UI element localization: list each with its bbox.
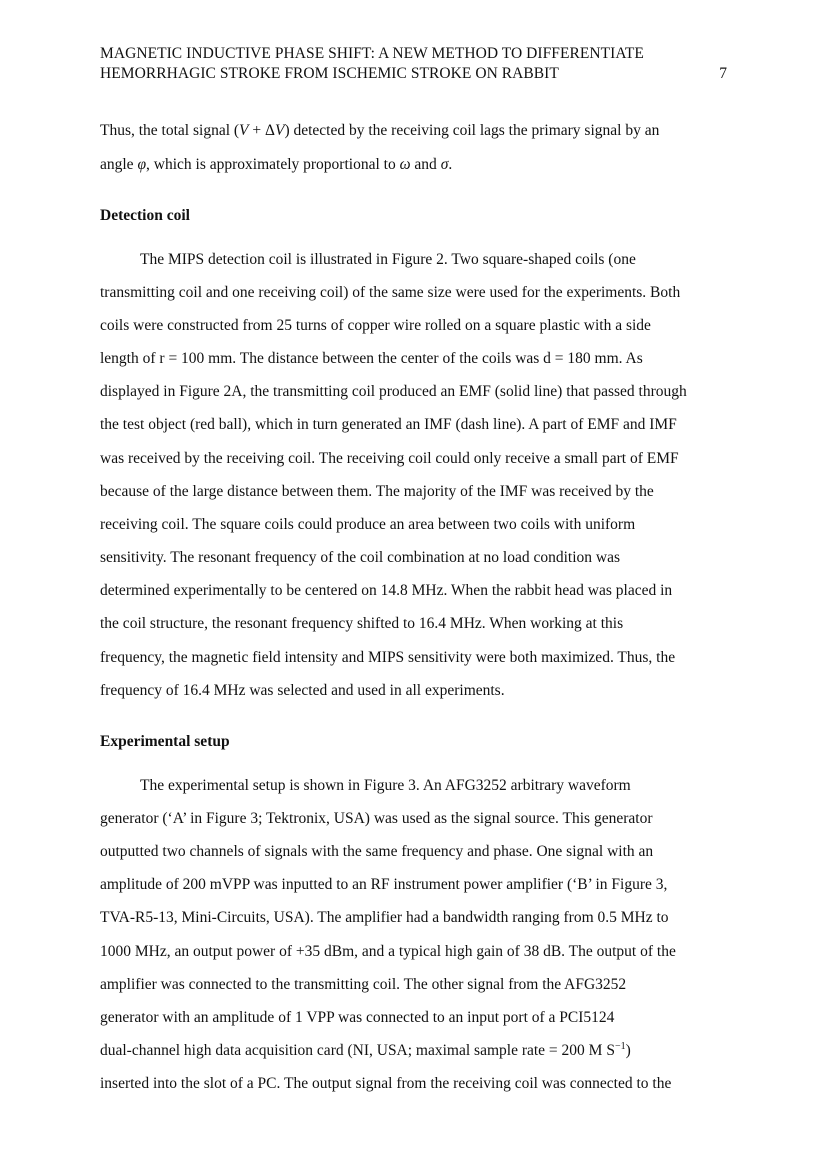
math-symbol: σ <box>440 156 449 173</box>
paragraph-line: generator with an amplitude of 1 VPP was connected to an input port of a PCI5124 <box>100 1009 615 1026</box>
paragraph-line: generator (‘A’ in Figure 3; Tektronix, USA) was used as the signal source. This generator <box>100 810 653 827</box>
paragraph-line: receiving coil. The square coils could produce an area between two coils with uniform <box>100 516 636 533</box>
paragraph-line: the coil structure, the resonant frequency shifted to 16.4 MHz. When working at this <box>100 615 624 632</box>
text-run: . <box>448 156 453 173</box>
text-run: ) <box>625 1042 631 1059</box>
paragraph-line: frequency, the magnetic field intensity and MIPS sensitivity were both maximized. Thus, the <box>100 649 676 666</box>
paragraph-line: outputted two channels of signals with the same frequency and phase. One signal with an <box>100 843 654 860</box>
text-run: dual-channel high data acquisition card (NI, USA; maximal sample rate = 200 M S <box>100 1042 615 1059</box>
paragraph-line <box>100 121 659 141</box>
paragraph-line: because of the large distance between them. The majority of the IMF was received by the <box>100 483 654 500</box>
running-head-line-2: HEMORRHAGIC STROKE FROM ISCHEMIC STROKE ON RABBIT <box>100 65 559 82</box>
page-number: 7 <box>719 65 727 82</box>
paragraph-line: determined experimentally to be centered on 14.8 MHz. When the rabbit head was placed in <box>100 582 673 599</box>
paragraph-line: TVA-R5-13, Mini-Circuits, USA). The amplifier had a bandwidth ranging from 0.5 MHz to <box>100 909 669 926</box>
math-symbol: ω <box>399 156 411 173</box>
paragraph-line: displayed in Figure 2A, the transmitting coil produced an EMF (solid line) that passed through <box>100 383 687 400</box>
paragraph-line: The MIPS detection coil is illustrated in Figure 2. Two square-shaped coils (one <box>140 251 636 268</box>
paragraph-line <box>100 155 452 175</box>
paragraph-line: transmitting coil and one receiving coil) of the same size were used for the experiments. Both <box>100 284 681 301</box>
paragraph-line: 1000 MHz, an output power of +35 dBm, and a typical high gain of 38 dB. The output of the <box>100 943 676 960</box>
text-run: and <box>410 156 441 173</box>
math-symbol: V <box>274 122 285 139</box>
running-head-line-1: MAGNETIC INDUCTIVE PHASE SHIFT: A NEW METHOD TO DIFFERENTIATE <box>100 45 644 62</box>
section-heading-experimental-setup: Experimental setup <box>100 733 230 750</box>
paragraph-line: coils were constructed from 25 turns of copper wire rolled on a square plastic with a side <box>100 317 651 334</box>
paragraph-line: amplifier was connected to the transmitting coil. The other signal from the AFG3252 <box>100 976 627 993</box>
paragraph-line: frequency of 16.4 MHz was selected and used in all experiments. <box>100 682 505 699</box>
section-heading-detection-coil: Detection coil <box>100 207 190 224</box>
paragraph-line: the test object (red ball), which in turn generated an IMF (dash line). A part of EMF and IMF <box>100 416 677 433</box>
math-symbol: φ <box>137 156 147 173</box>
text-run: , which is approximately proportional to <box>146 156 400 173</box>
paragraph-line: amplitude of 200 mVPP was inputted to an RF instrument power amplifier (‘B’ in Figure 3, <box>100 876 668 893</box>
paragraph-line: The experimental setup is shown in Figure 3. An AFG3252 arbitrary waveform <box>140 777 631 794</box>
superscript: −1 <box>614 1040 626 1052</box>
paragraph-line: inserted into the slot of a PC. The output signal from the receiving coil was connected to the <box>100 1075 672 1092</box>
math-symbol: V <box>239 122 249 139</box>
running-head <box>100 44 727 84</box>
paragraph-line <box>100 1041 631 1061</box>
paragraph-line: length of r = 100 mm. The distance between the center of the coils was d = 180 mm. As <box>100 350 643 367</box>
text-run: angle <box>100 156 138 173</box>
paragraph-line: sensitivity. The resonant frequency of the coil combination at no load condition was <box>100 549 620 566</box>
paragraph-line: was received by the receiving coil. The receiving coil could only receive a small part of EMF <box>100 450 679 467</box>
text-run: + Δ <box>248 122 275 139</box>
text-run: Thus, the total signal ( <box>100 122 240 139</box>
text-run: ) detected by the receiving coil lags the primary signal by an <box>284 122 660 139</box>
